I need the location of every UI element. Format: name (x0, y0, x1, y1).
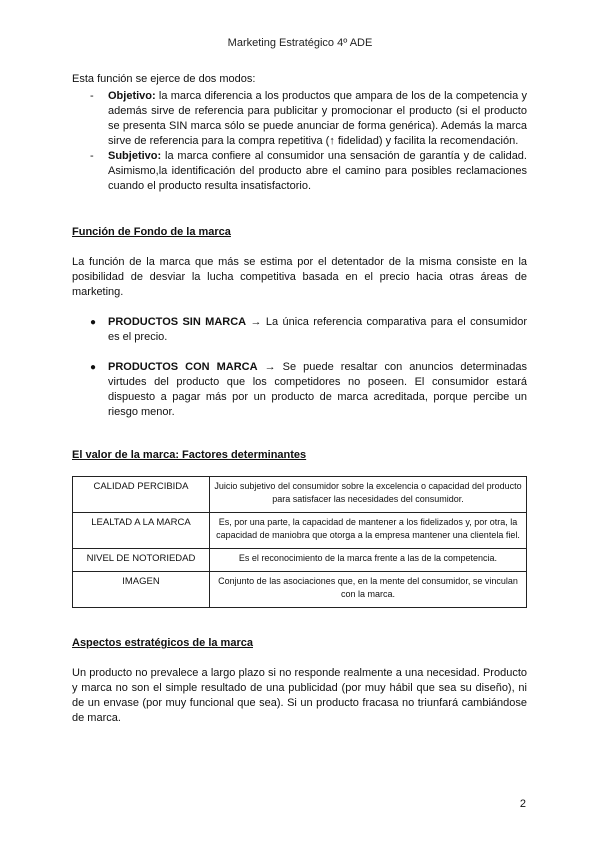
page-number: 2 (519, 798, 526, 810)
fondo-bullets (72, 315, 527, 420)
mode-text: la marca diferencia a los productos que ampara de los de la competencia y además sirve de referencia para publicitar y promocionar el producto (si el producto se presenta SIN marca sólo se puede anunciar de forma genérica). Además la marca sirve de referencia para la compra repetitiva (↑ fidelidad) y facilita la recomendación. (108, 90, 527, 147)
description-cell: Juicio subjetivo del consumidor sobre la excelencia o capacidad del producto para satisfacer las necesidades del consumidor. (210, 477, 527, 513)
fondo-paragraph: La función de la marca que más se estima por el detentador de la misma consiste en la posibilidad de desviar la lucha competitiva basada en el precio hacia otras áreas de marketing. (72, 256, 527, 298)
mode-label: Objetivo: (108, 90, 156, 102)
bullet-dot: ● (90, 317, 97, 328)
aspectos-paragraph: Un producto no prevalece a largo plazo si no responde realmente a una necesidad. Producto y marca no son el simple resultado de una publicidad (por muy hábil que sea su diseño), ni de un envase (por muy funcional que sea). Si un producto fracasa no triunfará cambiándose de marca. (72, 667, 527, 724)
table-row (73, 572, 527, 608)
mode-label: Subjetivo: (108, 150, 162, 162)
bullet-con-marca (72, 360, 527, 420)
section-title-aspectos: Aspectos estratégicos de la marca (72, 637, 253, 649)
mode-item-subjetivo (72, 149, 527, 194)
factor-cell: LEALTAD A LA MARCA (73, 513, 210, 549)
mode-text: la marca confiere al consumidor una sensación de garantía y de calidad. Asimismo,la identificación del producto abre el camino para posibles reclamaciones cuando el producto resulta insatisfactorio. (108, 150, 527, 192)
valor-table (72, 476, 527, 608)
modes-list (72, 89, 527, 194)
dash-marker: - (90, 90, 94, 102)
factor-cell: CALIDAD PERCIBIDA (73, 477, 210, 513)
table-row (73, 477, 527, 513)
page-content (72, 72, 527, 726)
section-title-valor: El valor de la marca: Factores determinantes (72, 449, 307, 461)
intro-text: Esta función se ejerce de dos modos: (72, 73, 256, 85)
bullet-text: → Se puede resaltar con anuncios determinadas virtudes del producto que los competidores no poseen. El consumidor estará dispuesto a pagar más por un producto de marca acreditada, porque percibe un riesgo menor. (108, 361, 527, 418)
factor-cell: IMAGEN (73, 572, 210, 608)
bullet-sin-marca (72, 315, 527, 345)
bullet-text: → La única referencia comparativa para el consumidor es el precio. (108, 316, 527, 343)
bullet-label: PRODUCTOS SIN MARCA (108, 316, 247, 328)
dash-marker: - (90, 150, 94, 162)
mode-item-objetivo (72, 89, 527, 149)
table-row (73, 513, 527, 549)
page-header: Marketing Estratégico 4º ADE (227, 37, 373, 49)
section-title-fondo: Función de Fondo de la marca (72, 226, 231, 238)
bullet-dot: ● (90, 362, 97, 373)
table-row (73, 549, 527, 572)
factor-cell: NIVEL DE NOTORIEDAD (73, 549, 210, 572)
description-cell: Es, por una parte, la capacidad de mantener a los fidelizados y, por otra, la capacidad de maniobra que otorga a la empresa mantener una clientela fiel. (210, 513, 527, 549)
description-cell: Es el reconocimiento de la marca frente a las de la competencia. (210, 549, 527, 572)
bullet-label: PRODUCTOS CON MARCA (108, 361, 258, 373)
description-cell: Conjunto de las asociaciones que, en la mente del consumidor, se vinculan con la marca. (210, 572, 527, 608)
